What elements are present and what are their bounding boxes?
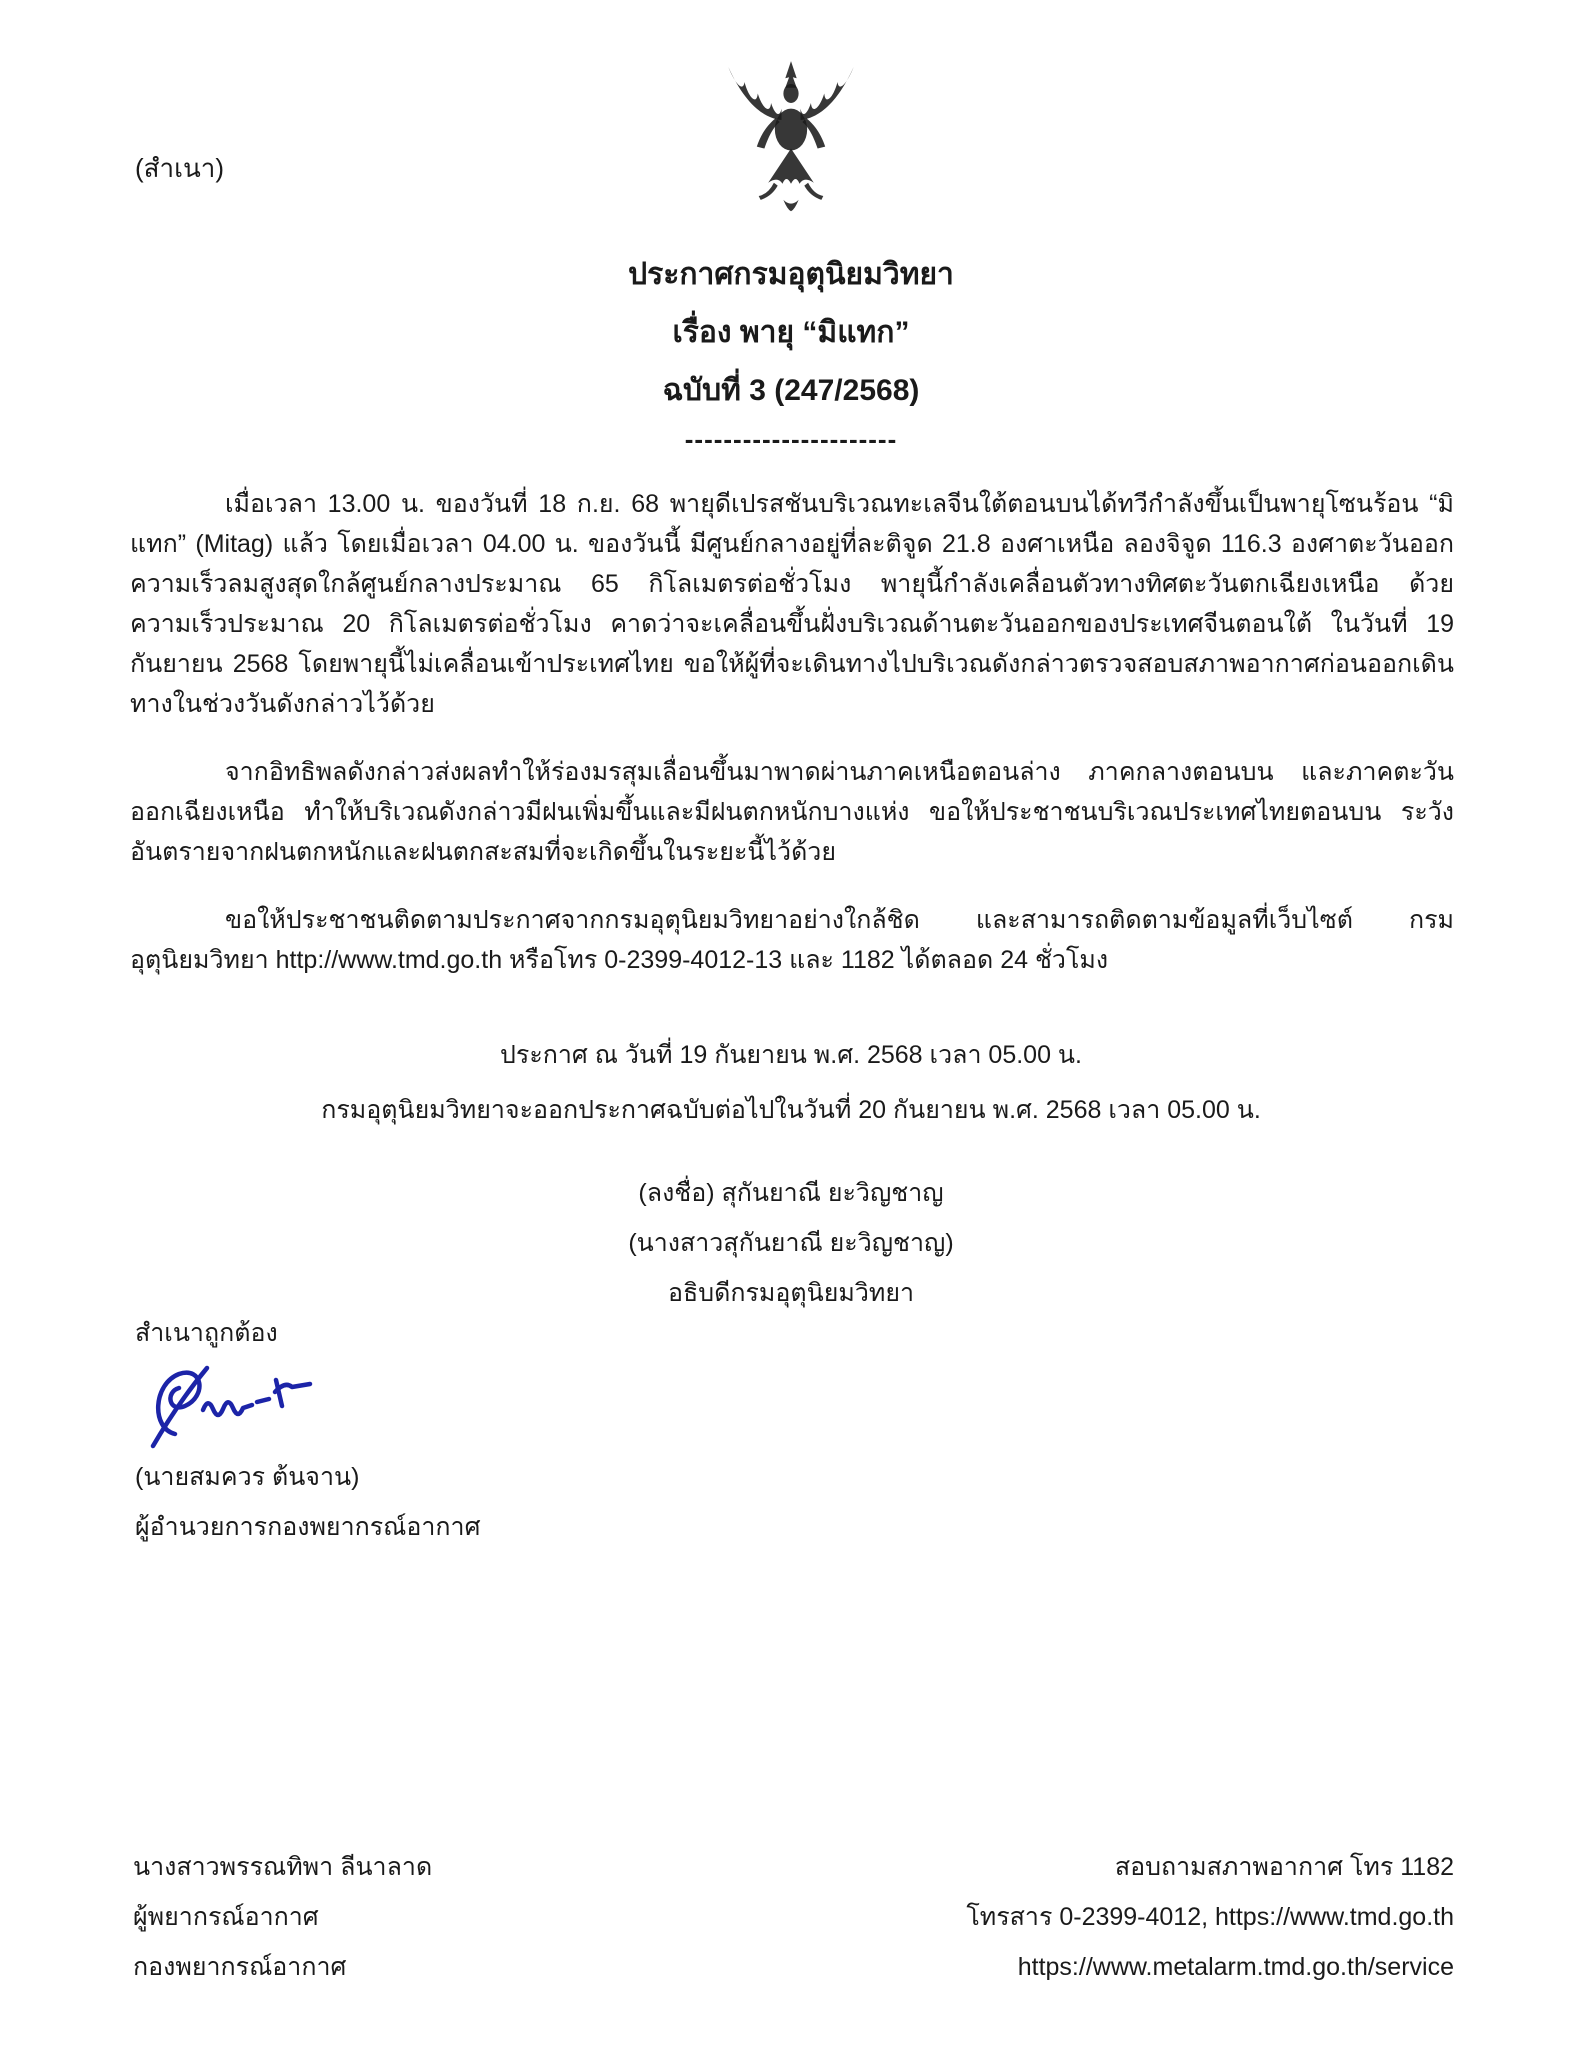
footer-forecaster-block bbox=[133, 1842, 432, 1992]
signatory-position: อธิบดีกรมอุตุนิยมวิทยา bbox=[667, 1279, 915, 1307]
document-issue-number: ฉบับที่ 3 (247/2568) bbox=[662, 374, 920, 407]
document-subject: เรื่อง พายุ “มิแทก” bbox=[672, 316, 910, 349]
forecaster-name: นางสาวพรรณทิพา ลีนาลาด bbox=[133, 1853, 433, 1881]
certifier-position: ผู้อำนวยการกองพยากรณ์อากาศ bbox=[135, 1513, 481, 1541]
title-block bbox=[0, 246, 1582, 420]
paragraph-follow-updates: ขอให้ประชาชนติดตามประกาศจากกรมอุตุนิยมวิทยาอย่างใกล้ชิด และสามารถติดตามข้อมูลที่เว็บไซต์ กรมอุตุนิยมวิทยา http://www.tmd.go.th หรือโทร 0-2399-4012-13 และ 1182 ได้ตลอด 24 ชั่วโมง bbox=[130, 906, 1454, 974]
copy-label: (สำเนา) bbox=[135, 153, 225, 183]
contact-phone-line: สอบถามสภาพอากาศ โทร 1182 bbox=[1114, 1853, 1454, 1881]
forecaster-title: ผู้พยากรณ์อากาศ bbox=[133, 1903, 319, 1931]
body-text bbox=[130, 484, 1454, 1008]
signatory-name: (นางสาวสุกันยาณี ยะวิญชาญ) bbox=[628, 1229, 954, 1257]
issued-date-line: ประกาศ ณ วันที่ 19 กันยายน พ.ศ. 2568 เวลา 05.00 น. bbox=[500, 1041, 1082, 1069]
certified-copy-label: สำเนาถูกต้อง bbox=[135, 1319, 278, 1347]
garuda-emblem-icon bbox=[715, 56, 867, 224]
footer-contact-block bbox=[966, 1842, 1454, 1992]
certification-block bbox=[135, 1316, 480, 1544]
paragraph-monsoon-effect: จากอิทธิพลดังกล่าวส่งผลทำให้ร่องมรสุมเลื่อนขึ้นมาพาดผ่านภาคเหนือตอนล่าง ภาคกลางตอนบน และภาคตะวันออกเฉียงเหนือ ทำให้บริเวณดังกล่าวมีฝนเพิ่มขึ้นและมีฝนตกหนักบางแห่ง ขอให้ประชาชนบริเวณประเทศไทยตอนบน ระวังอันตรายจากฝนตกหนักและฝนตกสะสมที่จะเกิดขึ้นในระยะนี้ไว้ด้วย bbox=[130, 758, 1454, 866]
paragraph-storm-status: เมื่อเวลา 13.00 น. ของวันที่ 18 ก.ย. 68 พายุดีเปรสชันบริเวณทะเลจีนใต้ตอนบนได้ทวีกำลังขึ้นเป็นพายุโซนร้อน “มิแทก” (Mitag) แล้ว โดยเมื่อเวลา 04.00 น. ของวันนี้ มีศูนย์กลางอยู่ที่ละติจูด 21.8 องศาเหนือ ลองจิจูด 116.3 องศาตะวันออก ความเร็วลมสูงสุดใกล้ศูนย์กลางประมาณ 65 กิโลเมตรต่อชั่วโมง พายุนี้กำลังเคลื่อนตัวทางทิศตะวันตกเฉียงเหนือ ด้วยความเร็วประมาณ 20 กิโลเมตรต่อชั่วโมง คาดว่าจะเคลื่อนขึ้นฝั่งบริเวณด้านตะวันออกของประเทศจีนตอนใต้ ในวันที่ 19 กันยายน 2568 โดยพายุนี้ไม่เคลื่อนเข้าประเทศไทย ขอให้ผู้ที่จะเดินทางไปบริเวณดังกล่าวตรวจสอบสภาพอากาศก่อนออกเดินทางในช่วงวันดังกล่าวไว้ด้วย bbox=[130, 490, 1454, 718]
next-issue-line: กรมอุตุนิยมวิทยาจะออกประกาศฉบับต่อไปในวันที่ 20 กันยายน พ.ศ. 2568 เวลา 05.00 น. bbox=[321, 1096, 1261, 1124]
certifier-name: (นายสมควร ต้นจาน) bbox=[135, 1463, 360, 1491]
dashed-divider: ---------------------- bbox=[684, 424, 898, 454]
document-title: ประกาศกรมอุตุนิยมวิทยา bbox=[628, 258, 954, 291]
footer bbox=[133, 1842, 1454, 1992]
signed-by-line: (ลงชื่อ) สุกันยาณี ยะวิญชาญ bbox=[638, 1179, 944, 1207]
contact-fax-web-line: โทรสาร 0-2399-4012, https://www.tmd.go.th bbox=[966, 1903, 1454, 1931]
forecaster-division: กองพยากรณ์อากาศ bbox=[133, 1953, 347, 1981]
contact-metalarm-line: https://www.metalarm.tmd.go.th/service bbox=[1017, 1953, 1454, 1981]
announcement-dates bbox=[0, 1028, 1582, 1138]
handwritten-signature bbox=[145, 1354, 320, 1454]
signatory-block bbox=[0, 1168, 1582, 1318]
